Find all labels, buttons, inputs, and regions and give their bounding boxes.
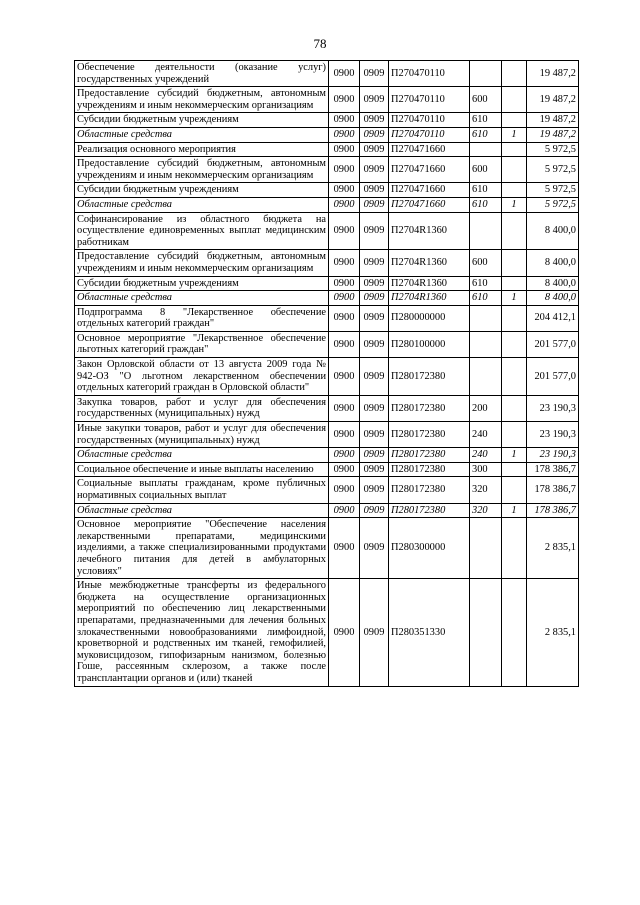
- row-description: Софинансирование из областного бюджета на осуществление единовременных выплат медицинским работникам: [75, 212, 329, 250]
- expense-type-code: 240: [470, 422, 502, 448]
- target-article-code: П2704R1360: [389, 212, 470, 250]
- ministry-code: 0900: [329, 250, 360, 276]
- expense-type-code: 320: [470, 503, 502, 518]
- section-code: 0909: [360, 579, 389, 686]
- target-article-code: П280172380: [389, 395, 470, 421]
- row-description: Закон Орловской области от 13 августа 2009 года № 942-ОЗ "О льготном лекарственном обеспечении отдельных категорий граждан в Орловской области": [75, 358, 329, 396]
- section-code: 0909: [360, 291, 389, 306]
- target-article-code: П270471660: [389, 142, 470, 157]
- row-description: Социальное обеспечение и иные выплаты населению: [75, 462, 329, 477]
- table-row: [75, 462, 579, 477]
- table-row: [75, 197, 579, 212]
- row-description: Областные средства: [75, 448, 329, 463]
- ministry-code: 0900: [329, 462, 360, 477]
- table-row: [75, 127, 579, 142]
- ministry-code: 0900: [329, 579, 360, 686]
- ministry-code: 0900: [329, 503, 360, 518]
- row-description: Основное мероприятие "Обеспечение населения лекарственными препаратами, медицинскими изделиями, а также специализированными продуктами лечебного питания для детей в амбулаторных условиях": [75, 518, 329, 579]
- target-article-code: П280351330: [389, 579, 470, 686]
- funding-source: [502, 462, 527, 477]
- table-row: [75, 358, 579, 396]
- table-row: [75, 395, 579, 421]
- ministry-code: 0900: [329, 358, 360, 396]
- ministry-code: 0900: [329, 183, 360, 198]
- row-description: Закупка товаров, работ и услуг для обеспечения государственных (муниципальных) нужд: [75, 395, 329, 421]
- expense-type-code: 610: [470, 183, 502, 198]
- section-code: 0909: [360, 503, 389, 518]
- table-row: [75, 579, 579, 686]
- target-article-code: П280172380: [389, 503, 470, 518]
- section-code: 0909: [360, 250, 389, 276]
- target-article-code: П280172380: [389, 477, 470, 503]
- target-article-code: П280000000: [389, 305, 470, 331]
- ministry-code: 0900: [329, 276, 360, 291]
- ministry-code: 0900: [329, 331, 360, 357]
- row-description: Областные средства: [75, 291, 329, 306]
- amount: 5 972,5: [527, 197, 579, 212]
- table-row: [75, 448, 579, 463]
- funding-source: [502, 422, 527, 448]
- expense-type-code: 320: [470, 477, 502, 503]
- target-article-code: П280172380: [389, 448, 470, 463]
- amount: 19 487,2: [527, 87, 579, 113]
- row-description: Предоставление субсидий бюджетным, автономным учреждениям и иным некоммерческим организациям: [75, 87, 329, 113]
- ministry-code: 0900: [329, 422, 360, 448]
- row-description: Реализация основного мероприятия: [75, 142, 329, 157]
- budget-table: [74, 60, 579, 687]
- target-article-code: П280172380: [389, 422, 470, 448]
- expense-type-code: [470, 331, 502, 357]
- funding-source: [502, 395, 527, 421]
- table-row: [75, 183, 579, 198]
- section-code: 0909: [360, 276, 389, 291]
- table-row: [75, 477, 579, 503]
- expense-type-code: 300: [470, 462, 502, 477]
- funding-source: 1: [502, 503, 527, 518]
- table-row: [75, 250, 579, 276]
- table-row: [75, 305, 579, 331]
- amount: 201 577,0: [527, 358, 579, 396]
- budget-table-body: [75, 61, 579, 687]
- ministry-code: 0900: [329, 61, 360, 87]
- amount: 8 400,0: [527, 250, 579, 276]
- row-description: Областные средства: [75, 197, 329, 212]
- table-row: [75, 503, 579, 518]
- expense-type-code: 600: [470, 87, 502, 113]
- table-row: [75, 87, 579, 113]
- amount: 5 972,5: [527, 142, 579, 157]
- row-description: Субсидии бюджетным учреждениям: [75, 113, 329, 128]
- row-description: Основное мероприятие "Лекарственное обеспечение льготных категорий граждан": [75, 331, 329, 357]
- funding-source: [502, 518, 527, 579]
- expense-type-code: [470, 305, 502, 331]
- expense-type-code: [470, 212, 502, 250]
- target-article-code: П270470110: [389, 87, 470, 113]
- expense-type-code: 610: [470, 113, 502, 128]
- ministry-code: 0900: [329, 142, 360, 157]
- amount: 2 835,1: [527, 518, 579, 579]
- amount: 23 190,3: [527, 448, 579, 463]
- target-article-code: П270471660: [389, 157, 470, 183]
- target-article-code: П270470110: [389, 113, 470, 128]
- target-article-code: П2704R1360: [389, 276, 470, 291]
- section-code: 0909: [360, 87, 389, 113]
- expense-type-code: 610: [470, 276, 502, 291]
- section-code: 0909: [360, 462, 389, 477]
- section-code: 0909: [360, 61, 389, 87]
- ministry-code: 0900: [329, 197, 360, 212]
- amount: 2 835,1: [527, 579, 579, 686]
- section-code: 0909: [360, 305, 389, 331]
- target-article-code: П270470110: [389, 127, 470, 142]
- amount: 178 386,7: [527, 462, 579, 477]
- ministry-code: 0900: [329, 127, 360, 142]
- funding-source: [502, 358, 527, 396]
- table-row: [75, 331, 579, 357]
- section-code: 0909: [360, 477, 389, 503]
- amount: 178 386,7: [527, 503, 579, 518]
- table-row: [75, 422, 579, 448]
- amount: 8 400,0: [527, 276, 579, 291]
- target-article-code: П2704R1360: [389, 291, 470, 306]
- section-code: 0909: [360, 358, 389, 396]
- funding-source: [502, 305, 527, 331]
- amount: 201 577,0: [527, 331, 579, 357]
- target-article-code: П270471660: [389, 197, 470, 212]
- ministry-code: 0900: [329, 291, 360, 306]
- funding-source: 1: [502, 291, 527, 306]
- section-code: 0909: [360, 183, 389, 198]
- section-code: 0909: [360, 422, 389, 448]
- table-row: [75, 157, 579, 183]
- expense-type-code: 610: [470, 291, 502, 306]
- funding-source: [502, 579, 527, 686]
- expense-type-code: 600: [470, 157, 502, 183]
- amount: 178 386,7: [527, 477, 579, 503]
- expense-type-code: 200: [470, 395, 502, 421]
- funding-source: 1: [502, 127, 527, 142]
- row-description: Иные закупки товаров, работ и услуг для обеспечения государственных (муниципальных) нужд: [75, 422, 329, 448]
- amount: 204 412,1: [527, 305, 579, 331]
- row-description: Субсидии бюджетным учреждениям: [75, 183, 329, 198]
- target-article-code: П270471660: [389, 183, 470, 198]
- ministry-code: 0900: [329, 157, 360, 183]
- amount: 8 400,0: [527, 212, 579, 250]
- table-row: [75, 142, 579, 157]
- funding-source: 1: [502, 197, 527, 212]
- target-article-code: П2704R1360: [389, 250, 470, 276]
- section-code: 0909: [360, 142, 389, 157]
- ministry-code: 0900: [329, 87, 360, 113]
- table-row: [75, 276, 579, 291]
- section-code: 0909: [360, 127, 389, 142]
- amount: 5 972,5: [527, 157, 579, 183]
- amount: 19 487,2: [527, 127, 579, 142]
- expense-type-code: 610: [470, 197, 502, 212]
- table-row: [75, 212, 579, 250]
- ministry-code: 0900: [329, 212, 360, 250]
- amount: 8 400,0: [527, 291, 579, 306]
- row-description: Обеспечение деятельности (оказание услуг) государственных учреждений: [75, 61, 329, 87]
- expense-type-code: 610: [470, 127, 502, 142]
- row-description: Социальные выплаты гражданам, кроме публичных нормативных социальных выплат: [75, 477, 329, 503]
- expense-type-code: 600: [470, 250, 502, 276]
- ministry-code: 0900: [329, 305, 360, 331]
- target-article-code: П280100000: [389, 331, 470, 357]
- row-description: Областные средства: [75, 503, 329, 518]
- section-code: 0909: [360, 395, 389, 421]
- target-article-code: П280172380: [389, 358, 470, 396]
- row-description: Предоставление субсидий бюджетным, автономным учреждениям и иным некоммерческим организациям: [75, 250, 329, 276]
- amount: 19 487,2: [527, 61, 579, 87]
- row-description: Предоставление субсидий бюджетным, автономным учреждениям и иным некоммерческим организациям: [75, 157, 329, 183]
- amount: 5 972,5: [527, 183, 579, 198]
- table-row: [75, 61, 579, 87]
- page-number: 78: [313, 36, 327, 51]
- funding-source: [502, 142, 527, 157]
- ministry-code: 0900: [329, 448, 360, 463]
- funding-source: [502, 250, 527, 276]
- funding-source: [502, 113, 527, 128]
- section-code: 0909: [360, 157, 389, 183]
- section-code: 0909: [360, 197, 389, 212]
- target-article-code: П280172380: [389, 462, 470, 477]
- row-description: Подпрограмма 8 "Лекарственное обеспечение отдельных категорий граждан": [75, 305, 329, 331]
- section-code: 0909: [360, 331, 389, 357]
- target-article-code: П280300000: [389, 518, 470, 579]
- funding-source: [502, 331, 527, 357]
- ministry-code: 0900: [329, 477, 360, 503]
- row-description: Иные межбюджетные трансферты из федерального бюджета на осуществление организационных мероприятий по обеспечению лиц лекарственными препаратами, предназначенными для лечения больных злокачественными новообразованиями лимфоидной, кроветворной и родственных им тканей, гемофилией, муковисцидозом, гипофизарным нанизмом, болезнью Гоше, рассеянным склерозом, а также после трансплантации органов и (или) тканей: [75, 579, 329, 686]
- ministry-code: 0900: [329, 518, 360, 579]
- section-code: 0909: [360, 212, 389, 250]
- funding-source: [502, 157, 527, 183]
- section-code: 0909: [360, 518, 389, 579]
- table-row: [75, 518, 579, 579]
- amount: 23 190,3: [527, 422, 579, 448]
- section-code: 0909: [360, 113, 389, 128]
- expense-type-code: 240: [470, 448, 502, 463]
- row-description: Субсидии бюджетным учреждениям: [75, 276, 329, 291]
- funding-source: [502, 276, 527, 291]
- funding-source: 1: [502, 448, 527, 463]
- expense-type-code: [470, 61, 502, 87]
- expense-type-code: [470, 579, 502, 686]
- funding-source: [502, 183, 527, 198]
- funding-source: [502, 61, 527, 87]
- amount: 23 190,3: [527, 395, 579, 421]
- section-code: 0909: [360, 448, 389, 463]
- table-row: [75, 113, 579, 128]
- funding-source: [502, 477, 527, 503]
- table-row: [75, 291, 579, 306]
- ministry-code: 0900: [329, 395, 360, 421]
- amount: 19 487,2: [527, 113, 579, 128]
- expense-type-code: [470, 518, 502, 579]
- expense-type-code: [470, 142, 502, 157]
- expense-type-code: [470, 358, 502, 396]
- target-article-code: П270470110: [389, 61, 470, 87]
- row-description: Областные средства: [75, 127, 329, 142]
- funding-source: [502, 212, 527, 250]
- ministry-code: 0900: [329, 113, 360, 128]
- funding-source: [502, 87, 527, 113]
